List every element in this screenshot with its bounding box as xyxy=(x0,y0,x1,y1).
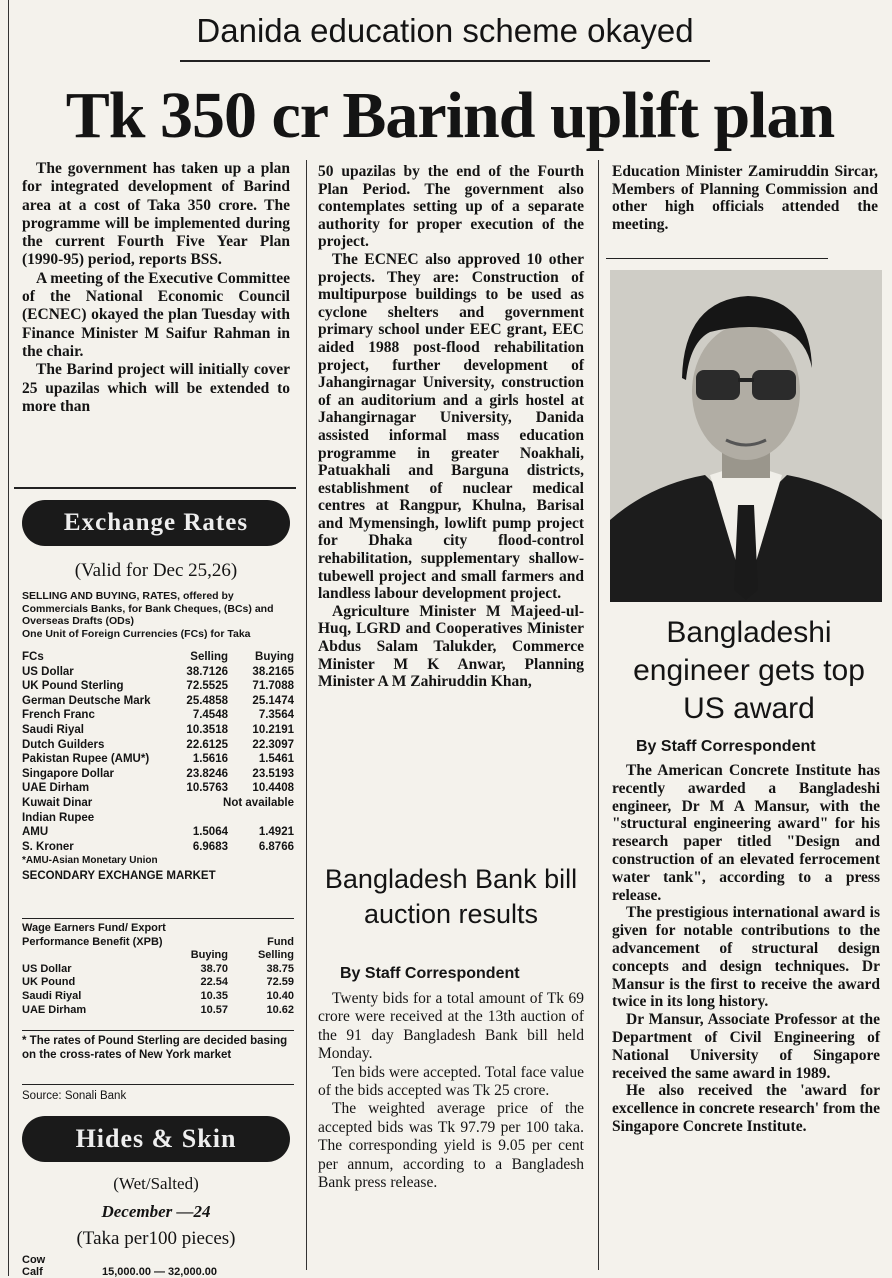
selling: 72.59 xyxy=(266,976,294,989)
header-cell: Selling xyxy=(257,949,294,962)
bank-auction-headline: Bangladesh Bank bill auction results xyxy=(324,864,578,929)
header-cell: Fund xyxy=(267,935,294,948)
award-story xyxy=(612,762,880,1136)
buying: 10.2191 xyxy=(252,723,294,736)
currency: Saudi Riyal xyxy=(22,989,82,1002)
table-row xyxy=(22,752,294,767)
buying: 38.70 xyxy=(200,962,228,975)
bank-byline: By Staff Correspondent xyxy=(340,965,520,982)
selling: 23.8246 xyxy=(186,767,228,780)
portrait-illustration xyxy=(610,270,882,602)
bank-auction-story xyxy=(318,990,584,1192)
paragraph: A meeting of the Executive Committee of the National Economic Council (ECNEC) okayed the plan Tuesday with Finance Minister M Saifur Rahman in the chair. xyxy=(22,269,290,360)
kicker-rule xyxy=(180,60,710,62)
table-row xyxy=(22,796,294,811)
currency: US Dollar xyxy=(22,665,74,678)
selling: 10.40 xyxy=(266,989,294,1002)
selling: 1.5064 xyxy=(192,826,228,839)
hides-type: (Wet/Salted) xyxy=(113,1174,199,1193)
paragraph: He also received the 'award for excellence in concrete research' from the Singapore Concrete Institute. xyxy=(612,1082,880,1135)
table-row: Indian Rupee xyxy=(22,811,95,824)
exchange-rates-banner: Exchange Rates xyxy=(22,500,290,546)
portrait-photo xyxy=(610,270,882,602)
header-cell: Selling xyxy=(190,651,228,663)
item: Calf xyxy=(22,1266,43,1278)
buying: 38.2165 xyxy=(252,665,294,678)
exchange-note-1: SELLING AND BUYING, RATES, offered by Commercials Banks, for Bank Cheques, (BCs) and Overseas Drafts (ODs) xyxy=(22,590,274,627)
buying: 10.57 xyxy=(200,1003,228,1016)
buying: 1.4921 xyxy=(258,826,294,839)
paragraph: The government has taken up a plan for integrated development of Barind area at a cost of Taka 350 crore. The programme will be implemented during the current Fourth Five Year Plan (1990-95) period, reports BSS. xyxy=(22,160,290,269)
amu-note: *AMU-Asian Monetary Union xyxy=(22,855,158,867)
paragraph: Ten bids were accepted. Total face value of the bids accepted was Tk 25 crore. xyxy=(318,1063,584,1100)
table-row: Cow xyxy=(22,1254,46,1266)
main-story-col1 xyxy=(22,160,290,416)
selling: 38.7126 xyxy=(186,665,228,678)
status: Not available xyxy=(223,796,294,809)
table-row xyxy=(22,738,294,753)
buying: 23.5193 xyxy=(252,767,294,780)
main-story-col3 xyxy=(612,163,878,233)
selling: 72.5525 xyxy=(186,680,228,693)
selling: 10.3518 xyxy=(186,723,228,736)
selling: 1.5616 xyxy=(192,753,228,766)
column-rule xyxy=(8,0,9,1276)
section-rule xyxy=(22,918,294,919)
section-rule xyxy=(606,258,828,259)
table-row xyxy=(22,840,294,855)
hides-date: December —24 xyxy=(101,1202,211,1221)
selling: 10.5763 xyxy=(186,782,228,795)
table-row xyxy=(22,1004,294,1018)
currency: S. Kroner xyxy=(22,840,74,853)
buying: 7.3564 xyxy=(258,709,294,722)
wage-earners-table xyxy=(22,922,294,1017)
exchange-note xyxy=(22,590,292,640)
table-row xyxy=(22,723,294,738)
paragraph: The American Concrete Institute has recently awarded a Bangladeshi engineer, Dr M A Mansur, with the "structural engineering award" for his research paper titled "Design and construction of an elevated ferrocement water tank", according to a press release. xyxy=(612,762,880,904)
selling: 38.75 xyxy=(266,962,294,975)
table-row xyxy=(22,781,294,796)
buying: 25.1474 xyxy=(252,694,294,707)
buying: 71.7088 xyxy=(252,680,294,693)
section-rule xyxy=(14,487,296,489)
header-cell: Performance Benefit (XPB) xyxy=(22,935,163,948)
currency: Dutch Guilders xyxy=(22,738,105,751)
hides-unit: (Taka per100 pieces) xyxy=(76,1228,236,1249)
award-headline: Bangladeshi engineer gets top US award xyxy=(633,616,865,725)
currency: German Deutsche Mark xyxy=(22,694,151,707)
table-row xyxy=(22,963,294,977)
selling: 22.6125 xyxy=(186,738,228,751)
paragraph: The Barind project will initially cover 25 upazilas which will be extended to more than xyxy=(22,361,290,415)
paragraph: Education Minister Zamiruddin Sircar, Members of Planning Commission and other high officials attended the meeting. xyxy=(612,163,878,233)
selling: 6.9683 xyxy=(192,840,228,853)
paragraph: Dr Mansur, Associate Professor at the Department of Civil Engineering of National University of Singapore received the same award in 1989. xyxy=(612,1011,880,1082)
buying: 10.4408 xyxy=(252,782,294,795)
currency: UK Pound xyxy=(22,976,76,989)
paragraph: Twenty bids for a total amount of Tk 69 crore were received at the 13th auction of the 91 day Bangladesh Bank bill held Monday. xyxy=(318,990,584,1063)
main-headline: Tk 350 cr Barind uplift plan xyxy=(65,79,835,152)
hides-table xyxy=(22,1254,294,1278)
section-rule xyxy=(22,1084,294,1085)
table-row xyxy=(22,694,294,709)
header-cell: Buying xyxy=(190,949,228,962)
currency: Singapore Dollar xyxy=(22,767,115,780)
currency: UAE Dirham xyxy=(22,782,90,795)
exchange-note-2: One Unit of Foreign Currencies (FCs) for Taka xyxy=(22,627,251,640)
table-row xyxy=(22,708,294,723)
secondary-market-label: SECONDARY EXCHANGE MARKET xyxy=(22,869,216,882)
currency: Saudi Riyal xyxy=(22,723,84,736)
currency: Kuwait Dinar xyxy=(22,796,93,809)
hides-skin-banner: Hides & Skin xyxy=(22,1116,290,1162)
table-row xyxy=(22,976,294,990)
selling: 7.4548 xyxy=(192,709,228,722)
currency: UK Pound Sterling xyxy=(22,680,124,693)
buying: 22.54 xyxy=(200,976,228,989)
column-rule xyxy=(306,160,307,1270)
award-byline: By Staff Correspondent xyxy=(636,738,816,755)
selling: 10.62 xyxy=(266,1003,294,1016)
pound-footnote: * The rates of Pound Sterling are decided basing on the cross-rates of New York market xyxy=(22,1035,288,1061)
exchange-rates-table xyxy=(22,650,294,884)
currency: French Franc xyxy=(22,709,95,722)
table-subheader xyxy=(22,949,294,963)
header-cell: FCs xyxy=(22,651,44,663)
section-rule xyxy=(22,1030,294,1031)
table-row xyxy=(22,679,294,694)
buying: 22.3097 xyxy=(252,738,294,751)
table-row xyxy=(22,1266,294,1278)
table-row xyxy=(22,990,294,1004)
table-row xyxy=(22,665,294,680)
table-header xyxy=(22,936,294,950)
header-cell: Buying xyxy=(255,651,294,663)
table-row xyxy=(22,825,294,840)
exchange-valid-date: (Valid for Dec 25,26) xyxy=(74,560,238,581)
currency: UAE Dirham xyxy=(22,1003,87,1016)
wage-title: Wage Earners Fund/ Export xyxy=(22,922,166,934)
kicker-headline: Danida education scheme okayed xyxy=(196,12,694,49)
column-rule xyxy=(598,160,599,1270)
paragraph: 50 upazilas by the end of the Fourth Plan Period. The government also contemplates setting up of a separate authority for proper execution of the project. xyxy=(318,163,584,251)
paragraph: The weighted average price of the accepted bids was Tk 97.79 per 100 taka. The corresponding yield is 9.05 per cent per annum, according to a Bangladesh Bank press release. xyxy=(318,1100,584,1192)
table-header xyxy=(22,650,294,665)
currency: US Dollar xyxy=(22,962,72,975)
buying: 6.8766 xyxy=(258,840,294,853)
paragraph: The ECNEC also approved 10 other projects. They are: Construction of multipurpose buildings to be used as cyclone shelters and government primary school under EEC grant, EEC aided 1988 post-flood rehabilitation project, further development of Jahangirnagar University, construction of an auditorium and a girls hostel at Jahangirnagar University, Danida assisted informal mass education programme in greater Noakhali, Patuakhali and Barguna districts, establishment of nuclear medical centres at Rangpur, Khulna, Barisal and Mymensingh, lowlift pump project for Dhaka city flood-control rehabilitation, supplementary shallow-tubewell project and small farmers and landless labour development project. xyxy=(318,250,584,603)
main-story-col2 xyxy=(318,163,584,691)
source-line: Source: Sonali Bank xyxy=(22,1090,127,1102)
paragraph: Agriculture Minister M Majeed-ul-Huq, LGRD and Cooperatives Minister Abdus Salam Talukder, Commerce Minister M K Anwar, Planning Minister A M Zahiruddin Khan, xyxy=(318,602,584,691)
paragraph: The prestigious international award is given for notable contributions to the advancement of structural design concepts and design techniques. Dr Mansur is the first to receive the award twice in its long history. xyxy=(612,904,880,1011)
currency: Pakistan Rupee (AMU*) xyxy=(22,753,150,766)
currency: AMU xyxy=(22,826,49,839)
buying: 1.5461 xyxy=(258,753,294,766)
price-range: 15,000.00 — 32,000.00 xyxy=(102,1266,217,1278)
buying: 10.35 xyxy=(200,989,228,1002)
selling: 25.4858 xyxy=(186,694,228,707)
table-row xyxy=(22,767,294,782)
